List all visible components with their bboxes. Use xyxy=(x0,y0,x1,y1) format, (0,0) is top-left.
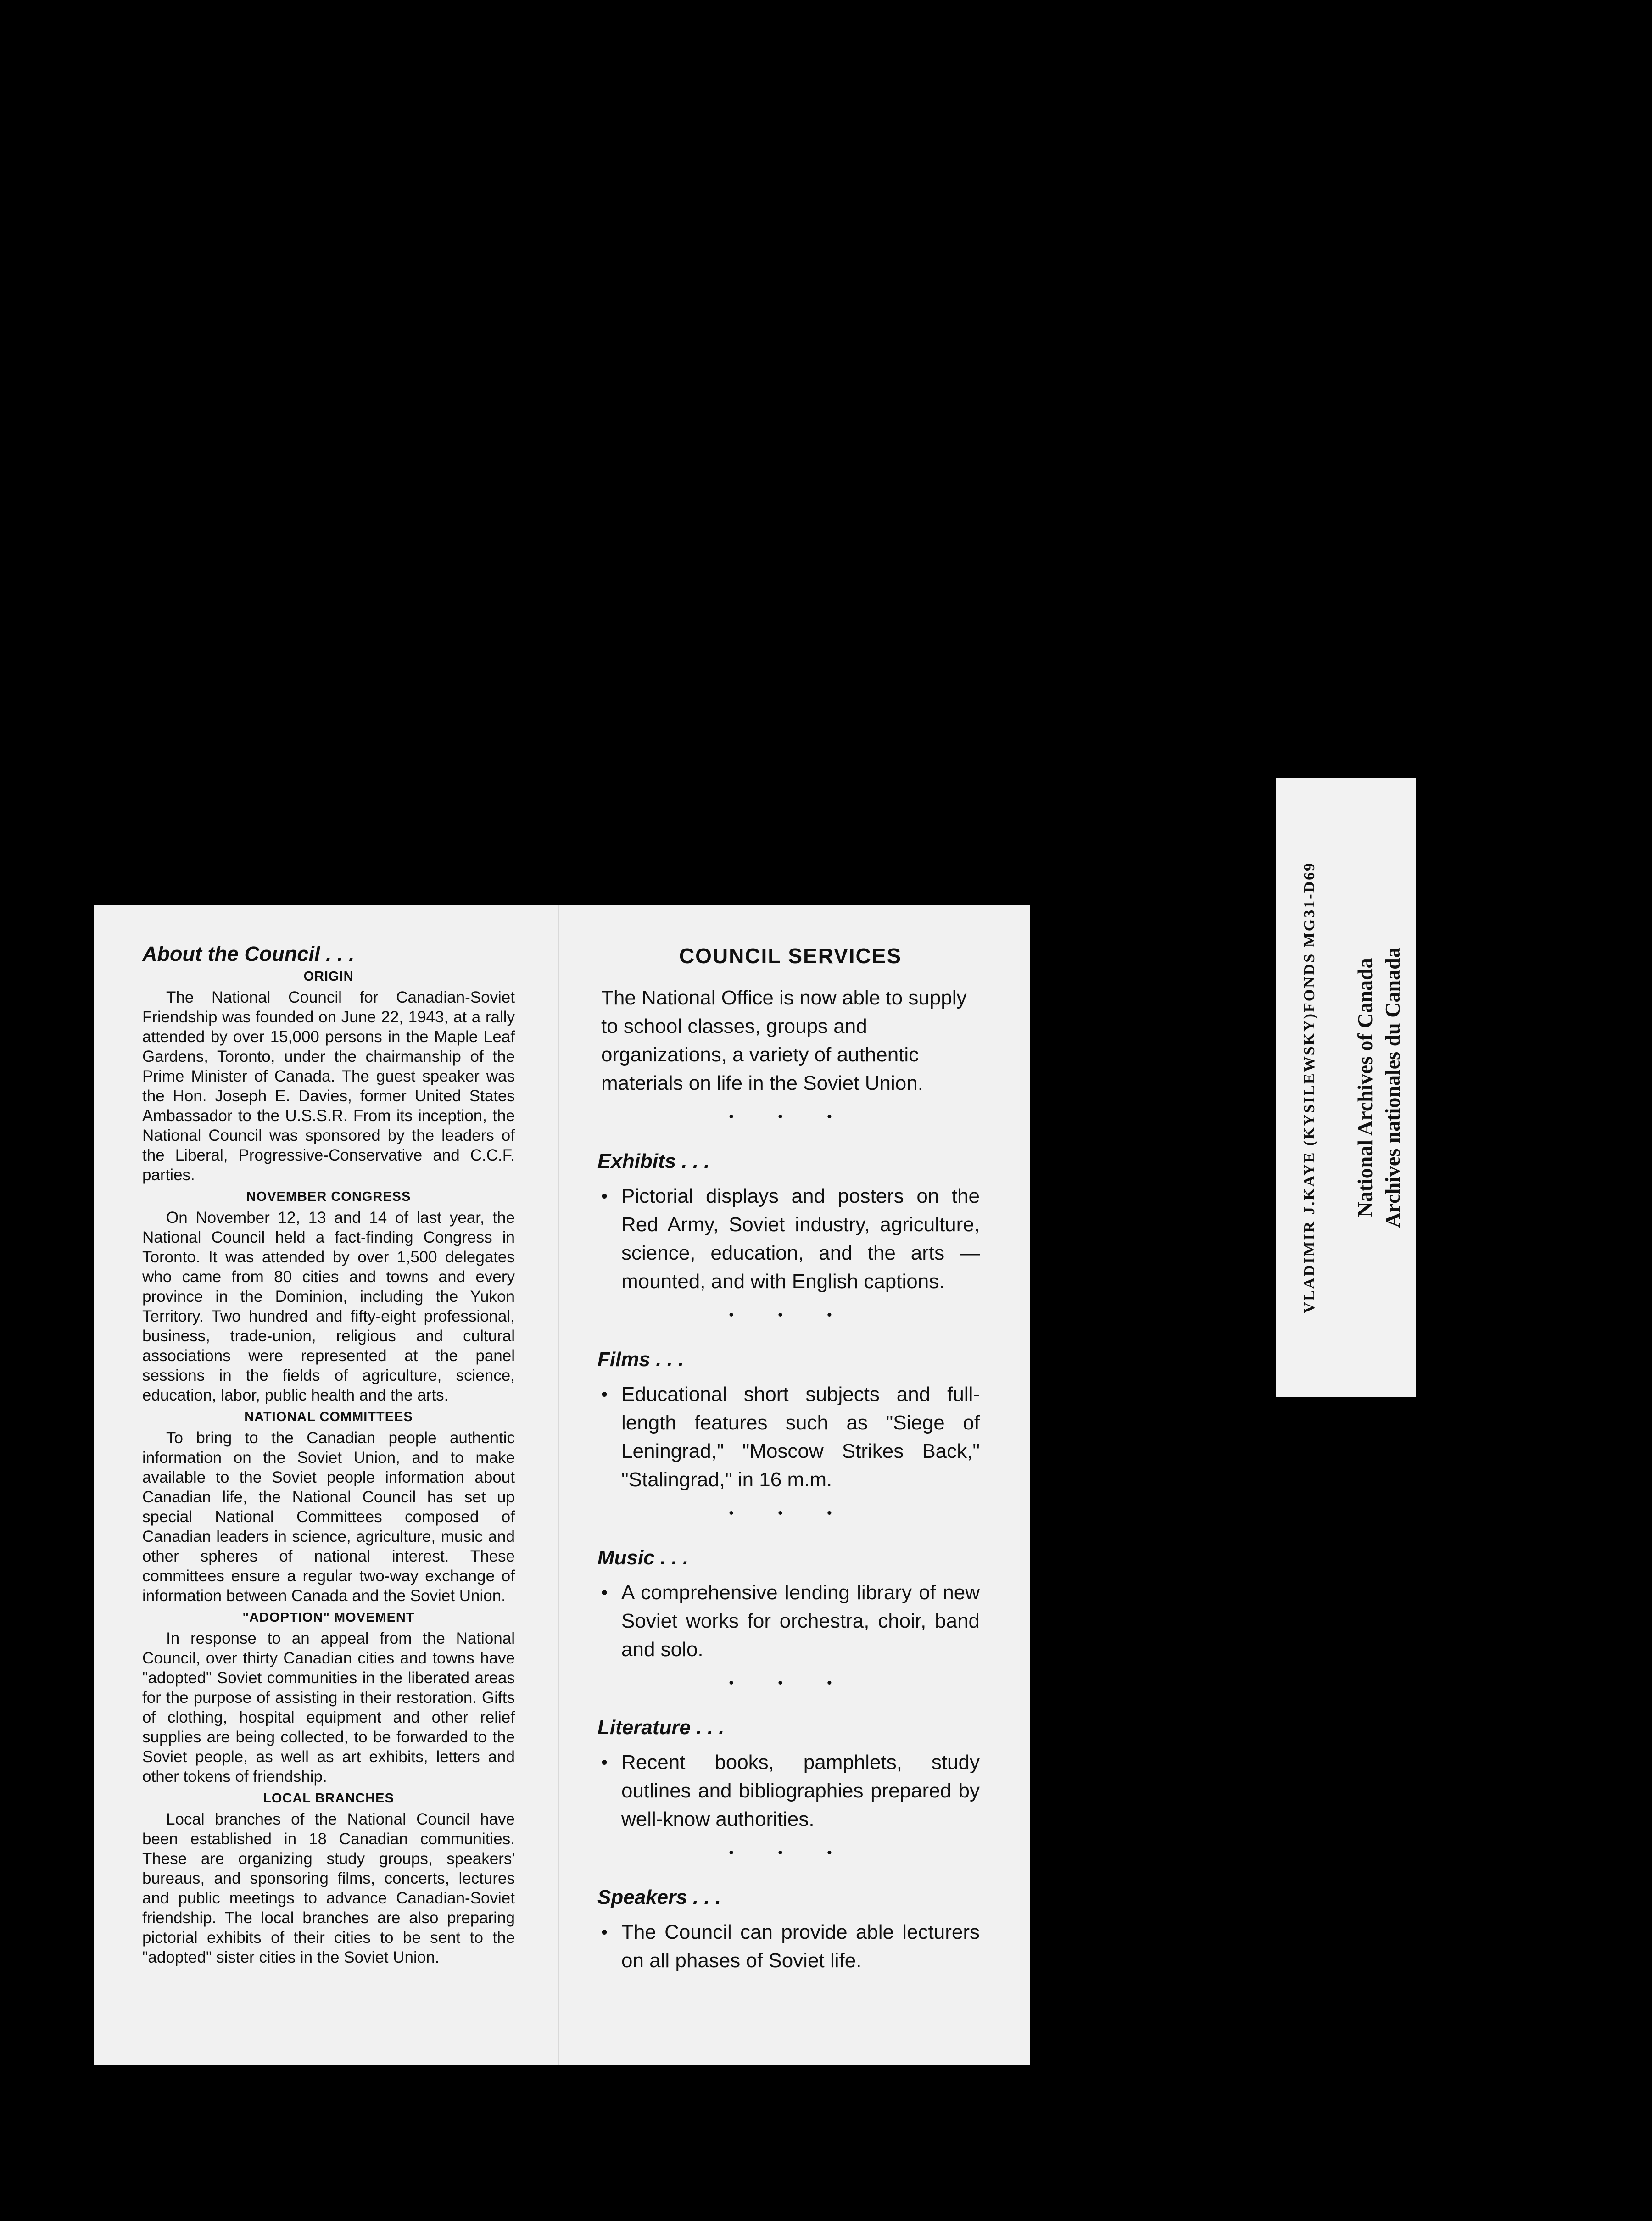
fonds-label: VLADIMIR J.KAYE (KYSILEWSKY)FONDS MG31-D69 xyxy=(1301,861,1318,1314)
leaflet xyxy=(94,905,1030,2065)
service-text-music: A comprehensive lending library of new Soviet works for orchestra, choir, band and solo. xyxy=(621,1581,980,1661)
separator-dots: • • • xyxy=(729,1845,852,1860)
service-item-exhibits xyxy=(601,1182,980,1296)
service-item-literature xyxy=(601,1748,980,1834)
service-heading-literature: Literature . . . xyxy=(597,1716,725,1739)
service-item-speakers xyxy=(601,1918,980,1975)
service-item-films xyxy=(601,1380,980,1494)
service-heading-films: Films . . . xyxy=(597,1348,684,1371)
section-heading-origin: ORIGIN xyxy=(303,969,354,984)
bullet-icon: • xyxy=(601,1384,608,1405)
separator-dots: • • • xyxy=(729,1109,852,1124)
service-heading-exhibits: Exhibits . . . xyxy=(597,1150,710,1172)
bullet-icon: • xyxy=(601,1752,608,1773)
service-item-music xyxy=(601,1579,980,1664)
archives-name-en: National Archives of Canada xyxy=(1353,958,1377,1217)
service-text-literature: Recent books, pamphlets, study outlines and bibliographies prepared by well-know authorities. xyxy=(621,1751,980,1830)
bullet-icon: • xyxy=(601,1186,608,1206)
service-text-films: Educational short subjects and full-length features such as "Siege of Leningrad," "Moscow Strikes Back," "Stalingrad," in 16 m.m. xyxy=(621,1383,980,1491)
section-heading-local-branches: LOCAL BRANCHES xyxy=(263,1791,394,1806)
leaflet-fold xyxy=(558,905,559,2065)
section-text-adoption-movement: In response to an appeal from the National Council, over thirty Canadian cities and towns have "adopted" Soviet communities in the liberated areas for the purpose of assisting in their restoration. Gifts of clothing, hospital equipment and other relief supplies are being collected, to be forwarded to the Soviet people, as well as art exhibits, letters and other tokens of friendship. xyxy=(142,1629,515,1786)
separator-dots: • • • xyxy=(729,1675,852,1691)
section-text-november-congress: On November 12, 13 and 14 of last year, the National Council held a fact-finding Congress in Toronto. It was attended by over 1,500 delegates who came from 80 cities and towns and every province in the Dominion, including the Yukon Territory. Two hundred and fifty-eight professional, business, trade-union, religious and cultural associations were represented at the panel sessions in the fields of agriculture, science, education, labor, public health and the arts. xyxy=(142,1209,515,1404)
archives-label xyxy=(1351,947,1406,1228)
section-heading-national-committees: NATIONAL COMMITTEES xyxy=(244,1410,413,1424)
services-title: COUNCIL SERVICES xyxy=(679,944,902,968)
section-heading-november-congress: NOVEMBER CONGRESS xyxy=(246,1189,411,1204)
service-text-exhibits: Pictorial displays and posters on the Red Army, Soviet industry, agriculture, science, education, and the arts — mounted, and with English captions. xyxy=(621,1185,980,1293)
section-text-origin: The National Council for Canadian-Soviet Friendship was founded on June 22, 1943, at a rally attended by over 15,000 persons in the Maple Leaf Gardens, Toronto, under the chairmanship of the Prime Minister of Canada. The guest speaker was the Hon. Joseph E. Davies, former United States Ambassador to the U.S.S.R. From its inception, the National Council was sponsored by the leaders of the Liberal, Progressive-Conservative and C.C.F. parties. xyxy=(142,988,515,1184)
archives-label-strip xyxy=(1342,778,1416,1397)
about-title: About the Council . . . xyxy=(142,942,355,965)
bullet-icon: • xyxy=(601,1583,608,1603)
service-heading-speakers: Speakers . . . xyxy=(597,1886,721,1908)
service-heading-music: Music . . . xyxy=(597,1546,689,1569)
services-panel xyxy=(597,942,980,1975)
separator-dots: • • • xyxy=(729,1506,852,1521)
about-panel xyxy=(142,944,515,1967)
section-text-national-committees: To bring to the Canadian people authentic information on the Soviet Union, and to make available to the Soviet people information about Canadian life, the National Council has set up special National Committees composed of Canadian leaders in science, agriculture, music and other spheres of national interest. These committees ensure a regular two-way exchange of information between Canada and the Soviet Union. xyxy=(142,1429,515,1605)
section-heading-adoption-movement: "ADOPTION" MOVEMENT xyxy=(242,1610,415,1625)
section-text-local-branches: Local branches of the National Council have been established in 18 Canadian communities. These are organizing study groups, speakers' bureaus, and sponsoring films, concerts, lectures and public meetings to advance Canadian-Soviet friendship. The local branches are also preparing pictorial exhibits of their cities to be sent to the "adopted" sister cities in the Soviet Union. xyxy=(142,1810,515,1966)
bullet-icon: • xyxy=(601,1922,608,1942)
fonds-label-strip xyxy=(1276,778,1344,1397)
service-text-speakers: The Council can provide able lecturers on all phases of Soviet life. xyxy=(621,1921,980,1972)
separator-dots: • • • xyxy=(729,1307,852,1323)
services-intro: The National Office is now able to supply to school classes, groups and organizations, a variety of authentic materials on life in the Soviet Union. xyxy=(601,987,967,1094)
archives-name-fr: Archives nationales du Canada xyxy=(1381,947,1404,1228)
